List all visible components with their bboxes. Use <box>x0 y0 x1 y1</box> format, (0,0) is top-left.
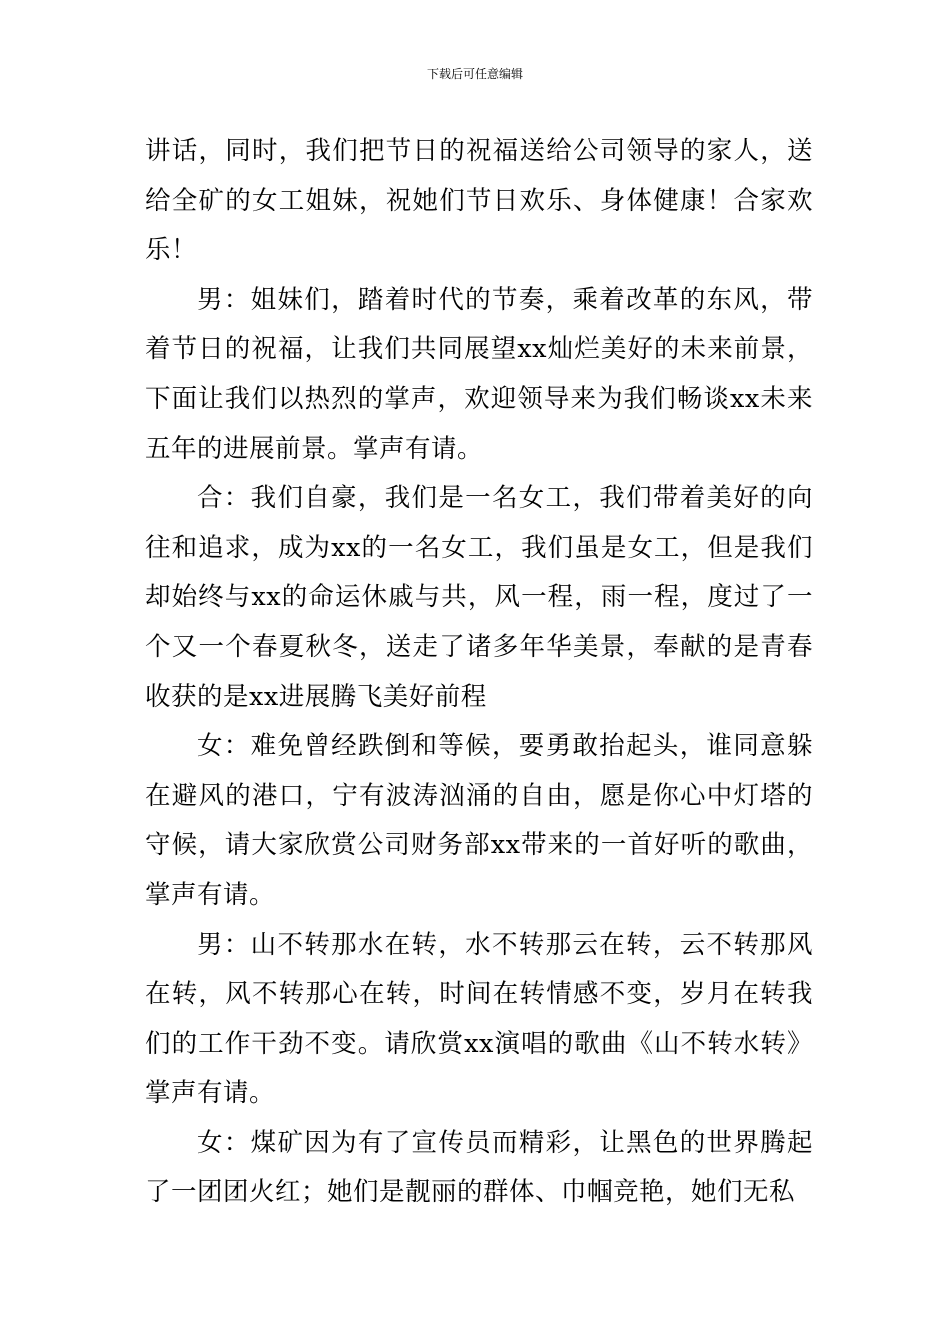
paragraph-male-speech-2: 男：山不转那水在转，水不转那云在转，云不转那风在转，风不转那心在转，时间在转情感不变，岁月在转我们的工作干劲不变。请欣赏xx演唱的歌曲《山不转水转》掌声有请。 <box>145 929 813 1109</box>
paragraph-continuation: 讲话，同时，我们把节日的祝福送给公司领导的家人，送给全矿的女工姐妹，祝她们节日欢乐、身体健康！合家欢乐！ <box>145 136 813 266</box>
paragraph-chorus: 合：我们自豪，我们是一名女工，我们带着美好的向往和追求，成为xx的一名女工，我们虽是女工，但是我们却始终与xx的命运休戚与共，风一程，雨一程，度过了一个又一个春夏秋冬，送走了诸多年华美景，奉献的是青春收获的是xx进展腾飞美好前程 <box>145 483 813 712</box>
paragraph-female-speech-2: 女：煤矿因为有了宣传员而精彩，让黑色的世界腾起了一团团火红；她们是靓丽的群体、巾帼竞艳，她们无私 <box>145 1127 813 1208</box>
header-note: 下载后可任意编辑 <box>426 67 523 81</box>
document-body <box>145 127 813 1218</box>
paragraph-male-speech-1: 男：姐妹们，踏着时代的节奏，乘着改革的东风，带着节日的祝福，让我们共同展望xx灿烂美好的未来前景，下面让我们以热烈的掌声，欢迎领导来为我们畅谈xx未来五年的进展前景。掌声有请。 <box>145 284 813 464</box>
paragraph-female-speech-1: 女：难免曾经跌倒和等候，要勇敢抬起头，谁同意躲在避风的港口，宁有波涛汹涌的自由，愿是你心中灯塔的守候，请大家欣赏公司财务部xx带来的一首好听的歌曲，掌声有请。 <box>145 731 813 910</box>
